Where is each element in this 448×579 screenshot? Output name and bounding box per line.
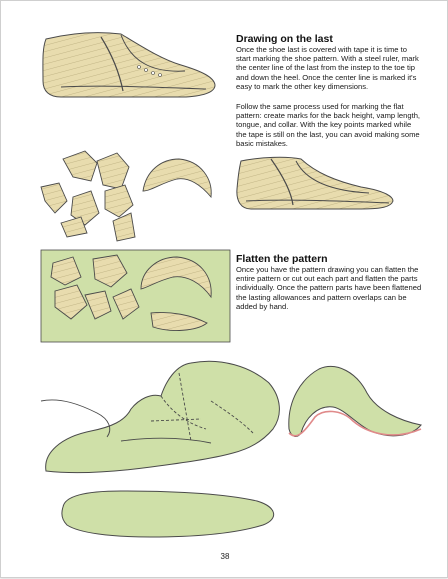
paragraph-drawing-on-last-1: Once the shoe last is covered with tape it is time to start marking the shoe pattern. With a steel ruler, mark the center line of the last from the instep to the toe tip and down the heel. Once the center line is marked it's easy to mark the other key dimensions. bbox=[236, 45, 419, 91]
section-title-drawing-on-last: Drawing on the last bbox=[236, 33, 333, 45]
shoe-last-drawing-top bbox=[43, 33, 215, 97]
counter-pattern-piece bbox=[289, 366, 421, 436]
insole-pattern-piece bbox=[62, 491, 274, 537]
flat-pattern-drawing bbox=[41, 361, 279, 472]
flattened-pieces-panel bbox=[41, 250, 230, 342]
page-number: 38 bbox=[220, 552, 230, 561]
paragraph-flatten-pattern: Once you have the pattern drawing you can flatten the entire pattern or cut out each part and flatten the parts individually. Once the pattern parts have been flattened the lasting allowances and pattern overlaps can be added by hand. bbox=[236, 265, 422, 311]
tape-pieces bbox=[41, 151, 211, 241]
shoe-last-drawing-right bbox=[237, 157, 393, 209]
section-title-flatten-pattern: Flatten the pattern bbox=[236, 253, 328, 265]
paragraph-drawing-on-last-2: Follow the same process used for marking the flat pattern: create marks for the back height, vamp length, tongue, and collar. With the key points marked while the tape is still on the last, you can avoid making some basic mistakes. bbox=[236, 102, 421, 148]
